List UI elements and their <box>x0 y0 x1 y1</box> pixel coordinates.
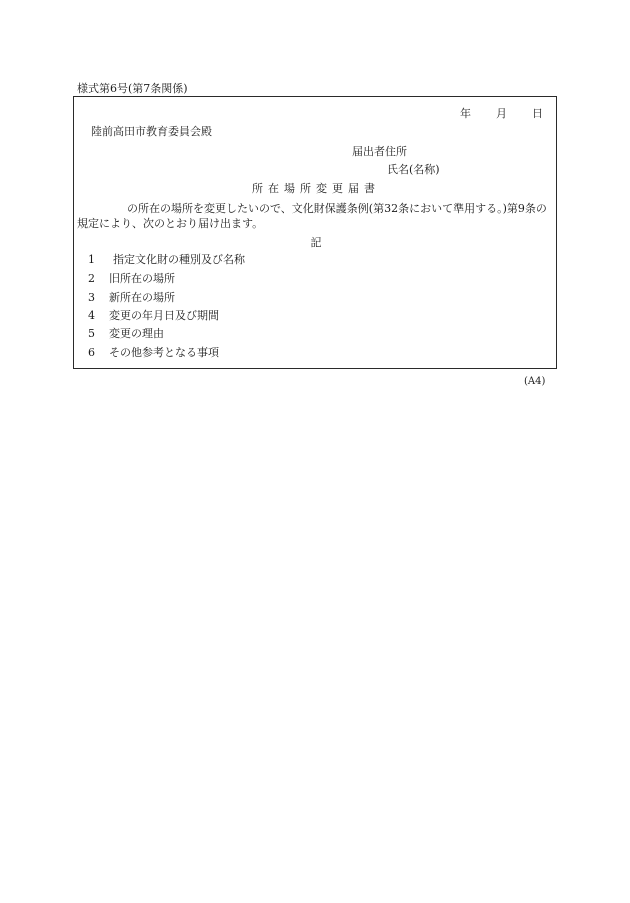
date-month-label: 月 <box>496 107 507 120</box>
body-text: の所在の場所を変更したいので、文化財保護条例(第32条において準用する。)第9条の規定により、次のとおり届け出ます。 <box>77 202 547 230</box>
list-item <box>88 254 245 265</box>
list-item <box>88 273 175 284</box>
notifier-name-label: 氏名(名称) <box>387 163 440 176</box>
item-number: 1 <box>88 253 95 266</box>
item-label: 変更の年月日及び期間 <box>109 309 219 322</box>
ki-heading: 記 <box>310 236 322 249</box>
item-number: 3 <box>88 291 95 304</box>
date-day-label: 日 <box>532 107 543 120</box>
item-number: 4 <box>88 309 95 322</box>
item-label: 変更の理由 <box>109 327 164 340</box>
form-number: 様式第6号(第7条関係) <box>77 82 188 95</box>
addressee: 陸前高田市教育委員会殿 <box>91 125 212 138</box>
notification-form-box <box>73 96 557 369</box>
list-item <box>88 310 219 321</box>
item-label: 旧所在の場所 <box>109 272 175 285</box>
item-label: その他参考となる事項 <box>109 346 219 359</box>
list-item <box>88 328 164 339</box>
list-item <box>88 347 219 358</box>
item-number: 5 <box>88 327 95 340</box>
date-year-label: 年 <box>460 107 471 120</box>
form-title: 所在場所変更届書 <box>252 182 380 195</box>
item-number: 6 <box>88 346 95 359</box>
notifier-address-label: 届出者住所 <box>352 145 407 158</box>
list-item <box>88 292 175 303</box>
paper-size-label: (A4) <box>524 376 546 387</box>
item-label: 指定文化財の種別及び名称 <box>113 253 245 266</box>
item-label: 新所在の場所 <box>109 291 175 304</box>
item-number: 2 <box>88 272 95 285</box>
